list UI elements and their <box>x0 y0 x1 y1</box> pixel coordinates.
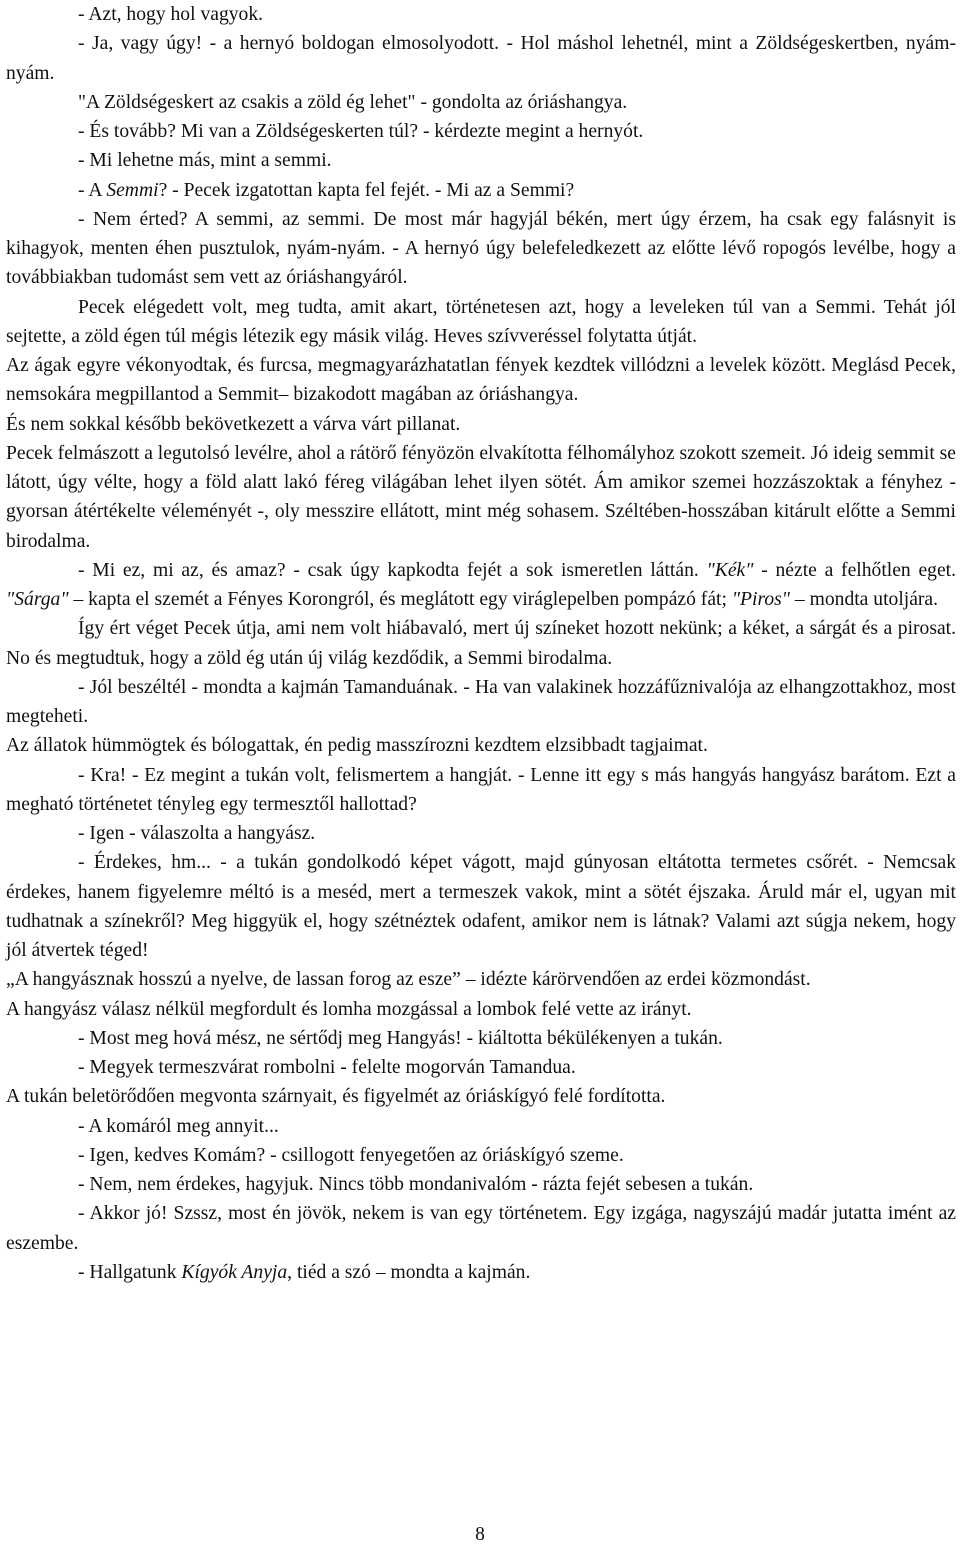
text-run: - Mi ez, mi az, és amaz? - csak úgy kapkodta fejét a sok ismeretlen láttán. <box>78 559 707 581</box>
text-run: - A <box>78 179 107 201</box>
paragraph: - Érdekes, hm... - a tukán gondolkodó képet vágott, majd gúnyosan eltátotta termetes csőrét. - Nemcsak érdekes, hanem figyelemre méltó is a meséd, mert a termeszek vakok, mint a sötét éjszaka. Áruld már el, ugyan mit tudhatnak a színekről? Meg higgyük el, hogy szétnéztek odafent, amikor nem is látnak? Valami azt súgja nekem, hogy jól átvertek téged! <box>6 852 956 961</box>
paragraph: "A Zöldségeskert az csakis a zöld ég lehet" - gondolta az óriáshangya. <box>78 91 628 113</box>
paragraph: - Nem érted? A semmi, az semmi. De most már hagyjál békén, mert úgy érzem, ha csak egy falásnyit is kihagyok, menten éhen pusztulok, nyám-nyám. - A hernyó úgy belefeledkezett az előtte lévő ropogós levélbe, hogy a továbbiakban tudomást sem vett az óriáshangyáról. <box>6 208 956 289</box>
paragraph: - Megyek termeszvárat rombolni - felelte mogorván Tamandua. <box>78 1057 576 1078</box>
text-run: ? - Pecek izgatottan kapta fel fejét. - Mi az a Semmi? <box>158 179 575 201</box>
document-page <box>6 0 956 1287</box>
paragraph: Pecek felmászott a legutolsó levélre, ahol a rátörő fényözön elvakította félhomályhoz szokott szemeit. Jó ideig semmit se látott, úgy vélte, hogy a föld alatt lakó féreg világában lehet ilyen sötét. Ám amikor szemei hozzászoktak a fényhez - gyorsan átértékelte véleményét -, oly messzire ellátott, mint még sohasem. Széltében-hosszában kitárult előtte a Semmi birodalma. <box>6 442 957 552</box>
paragraph <box>6 1258 956 1287</box>
text-run: – mondta utoljára. <box>790 589 939 610</box>
paragraph: - Ja, vagy úgy! - a hernyó boldogan elmosolyodott. - Hol máshol lehetnél, mint a Zöldségeskertben, nyám-nyám. <box>6 33 956 84</box>
paragraph: - A komáról meg annyit... <box>78 1115 279 1137</box>
italic-text: "Kék" <box>706 559 754 581</box>
paragraph: - Akkor jó! Szssz, most én jövök, nekem is van egy történetem. Egy izgága, nagyszájú madár jutatta imént az eszembe. <box>6 1203 956 1254</box>
italic-text: Kígyók Anyja <box>181 1261 288 1283</box>
paragraph: „A hangyásznak hosszú a nyelve, de lassan forog az esze” – idézte kárörvendően az erdei közmondást. <box>6 969 811 991</box>
paragraph: A tukán beletörődően megvonta szárnyait, és figyelmét az óriáskígyó felé fordította. <box>6 1086 666 1108</box>
page-number: 8 <box>475 1524 485 1545</box>
paragraph: - Kra! - Ez megint a tukán volt, felismertem a hangját. - Lenne itt egy s más hangyás hangyász barátom. Ezt a megható történetet tényleg egy termesztől hallottad? <box>6 764 956 815</box>
paragraph: Pecek elégedett volt, meg tudta, amit akart, történetesen azt, hogy a leveleken túl van a Semmi. Tehát jól sejtette, a zöld égen túl mégis létezik egy másik világ. Heves szívveréssel folytatta útját. <box>6 296 956 347</box>
paragraph: Így ért véget Pecek útja, ami nem volt hiábavaló, mert új színeket hozott nekünk; a kéket, a sárgát és a pirosat. No és megtudtuk, hogy a zöld ég után új világ kezdődik, a Semmi birodalma. <box>6 618 956 669</box>
paragraph: - Jól beszéltél - mondta a kajmán Tamanduának. - Ha van valakinek hozzáfűznivalója az elhangzottakhoz, most megteheti. <box>6 676 956 727</box>
italic-text: Semmi <box>106 179 159 201</box>
paragraph: - És tovább? Mi van a Zöldségeskerten túl? - kérdezte megint a hernyót. <box>78 121 644 142</box>
text-run: – kapta el szemét a Fényes Korongról, és meglátott egy viráglepelben pompázó fát; <box>68 589 732 610</box>
text-run: - nézte a felhőtlen eget. <box>753 559 956 581</box>
italic-text: "Sárga" <box>6 589 69 610</box>
paragraph: - Igen, kedves Komám? - csillogott fenyegetően az óriáskígyó szeme. <box>78 1144 624 1166</box>
paragraph <box>6 556 956 615</box>
paragraph: A hangyász válasz nélkül megfordult és lomha mozgással a lombok felé vette az irányt. <box>6 998 692 1020</box>
italic-text: "Piros" <box>731 589 791 610</box>
text-run: - Hallgatunk <box>78 1261 182 1283</box>
paragraph: Az állatok hümmögtek és bólogattak, én pedig masszírozni kezdtem elzsibbadt tagjaimat. <box>6 735 708 757</box>
paragraph: - Nem, nem érdekes, hagyjuk. Nincs több mondanivalóm - rázta fejét sebesen a tukán. <box>78 1174 754 1195</box>
paragraph: - Igen - válaszolta a hangyász. <box>78 823 316 844</box>
text-run: , tiéd a szó – mondta a kajmán. <box>287 1261 531 1283</box>
paragraph <box>6 176 956 205</box>
paragraph: És nem sokkal később bekövetkezett a várva várt pillanat. <box>6 413 461 435</box>
paragraph: - Mi lehetne más, mint a semmi. <box>78 150 332 172</box>
paragraph: - Most meg hová mész, ne sértődj meg Hangyás! - kiáltotta békülékenyen a tukán. <box>78 1027 723 1049</box>
paragraph: - Azt, hogy hol vagyok. <box>78 4 264 25</box>
paragraph: Az ágak egyre vékonyodtak, és furcsa, megmagyarázhatatlan fények kezdtek villódzni a levelek között. Meglásd Pecek, nemsokára megpillantod a Semmit– bizakodott magában az óriáshangya. <box>6 355 956 406</box>
